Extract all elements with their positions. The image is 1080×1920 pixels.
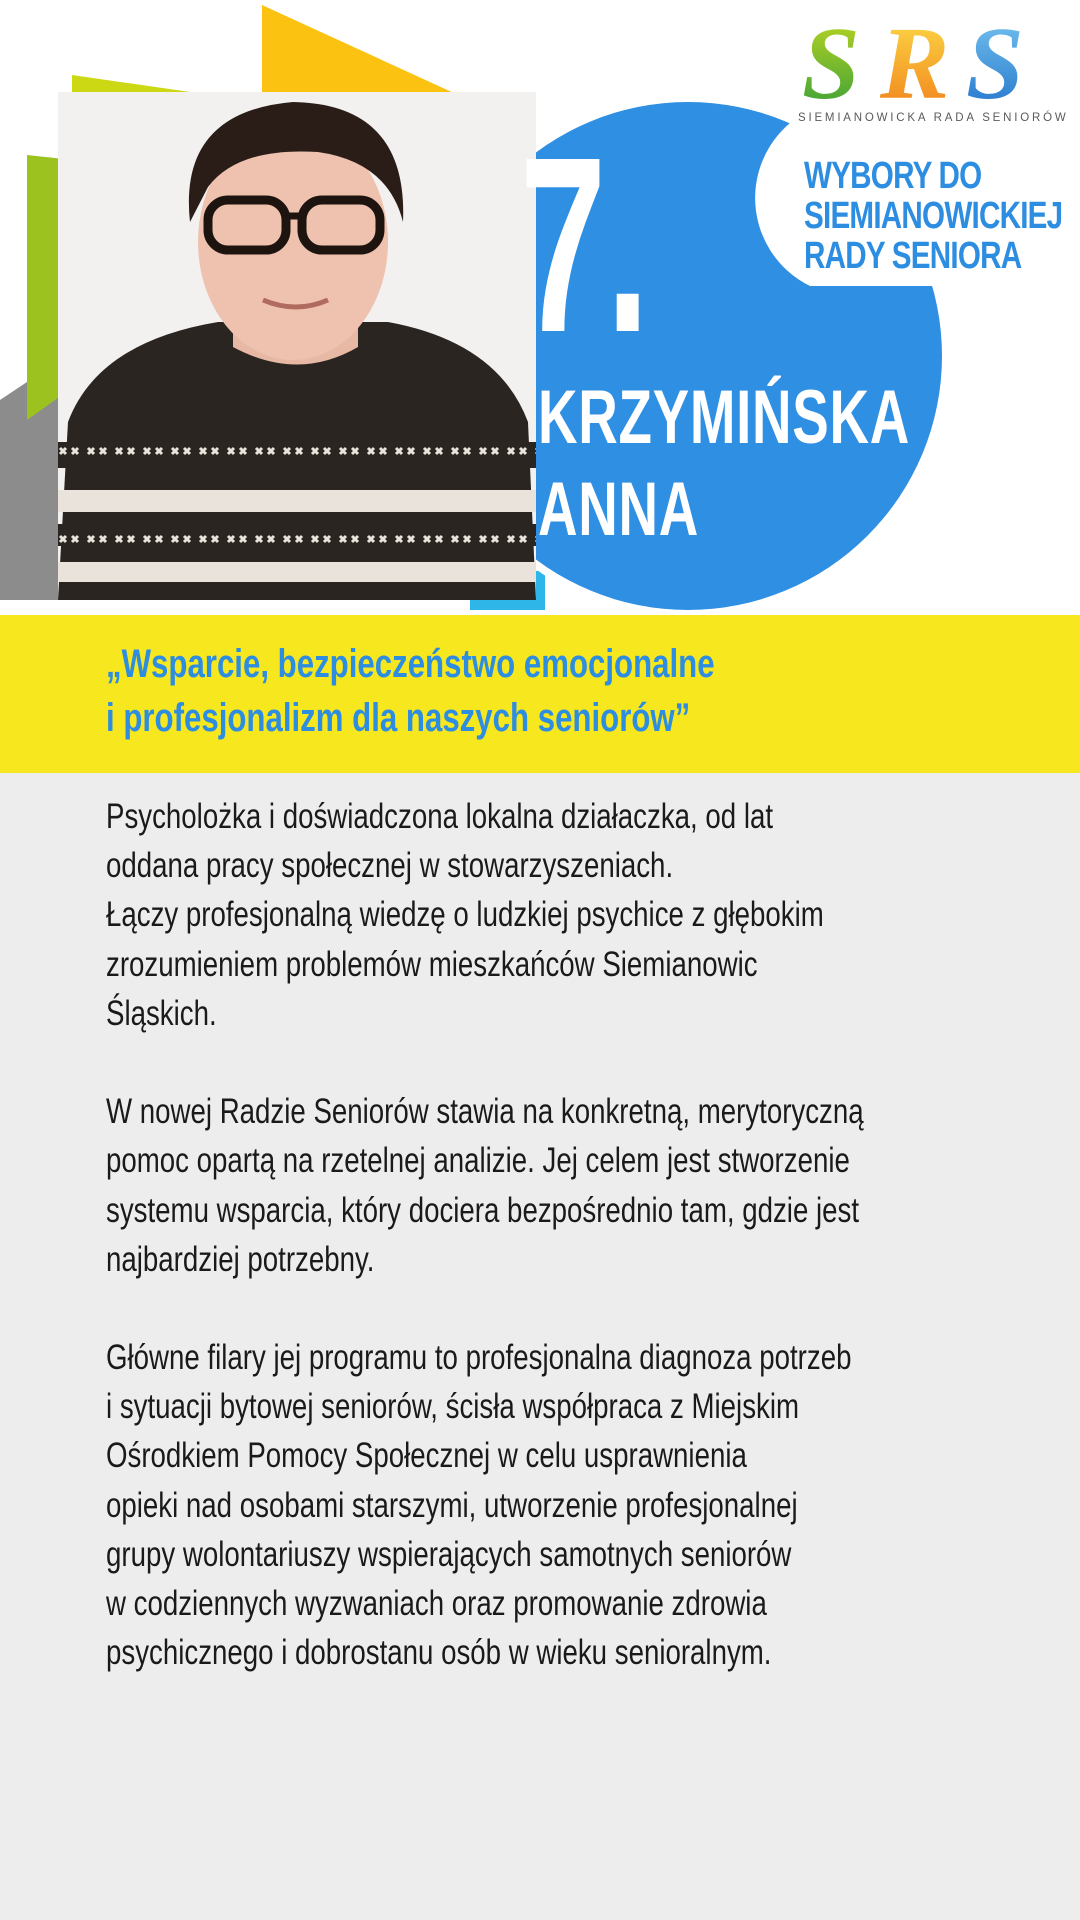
election-line: RADY SENIORA [804,235,1022,277]
bio-line: Łączy profesjonalną wiedzę o ludzkiej psychice z głębokim [106,895,824,935]
candidate-photo [58,92,536,600]
candidate-bio [106,792,1054,1677]
srs-logo [798,14,1069,124]
slogan-line: i profesjonalizm dla naszych seniorów” [106,696,691,740]
bio-line: pomoc opartą na rzetelnej analizie. Jej celem jest stworzenie [106,1141,850,1181]
bio-line: w codziennych wyzwaniach oraz promowanie zdrowia [106,1584,767,1623]
bio-line: Ośrodkiem Pomocy Społecznej w celu usprawnienia [106,1436,747,1476]
svg-text:R: R [880,14,950,110]
candidate-first-name: ANNA [538,467,699,552]
header [0,0,1080,615]
slogan-band [0,615,1080,773]
candidate-number: 7. [520,105,650,384]
candidate-surname: KRZYMIŃSKA [538,375,910,460]
bio-line: i sytuacji bytowej seniorów, ścisła współpraca z Miejskim [106,1387,800,1427]
bio-line: oddana pracy społecznej w stowarzyszeniach. [106,846,674,886]
srs-logo-mark [798,14,1050,110]
bio-line: najbardziej potrzebny. [106,1239,375,1279]
portrait-illustration [58,92,536,600]
slogan-line: „Wsparcie, bezpieczeństwo emocjonalne [106,642,715,686]
bio-line: systemu wsparcia, który dociera bezpośrednio tam, gdzie jest [106,1190,860,1230]
logo-tagline: SIEMIANOWICKA RADA SENIORÓW [798,112,1069,124]
slogan [106,637,715,745]
svg-text:S: S [802,14,860,110]
bio-line: Psycholożka i doświadczona lokalna działaczka, od lat [106,797,774,836]
bio-line: zrozumieniem problemów mieszkańców Siemianowic [106,944,758,984]
bio-line: W nowej Radzie Seniorów stawia na konkretną, merytoryczną [106,1092,864,1132]
election-line: WYBORY DO [804,155,982,197]
bio-line: psychicznego i dobrostanu osób w wieku senioralnym. [106,1633,772,1673]
bio-line: Śląskich. [106,993,217,1033]
svg-text:S: S [966,14,1024,110]
election-heading [804,155,1063,277]
candidate-name [538,372,910,556]
bio-line: Główne filary jej programu to profesjonalna diagnoza potrzeb [106,1338,852,1378]
election-line: SIEMIANOWICKIEJ [804,195,1063,237]
bio-line: opieki nad osobami starszymi, utworzenie profesjonalnej [106,1485,798,1525]
bio-line: grupy wolontariuszy wspierających samotnych seniorów [106,1534,792,1574]
